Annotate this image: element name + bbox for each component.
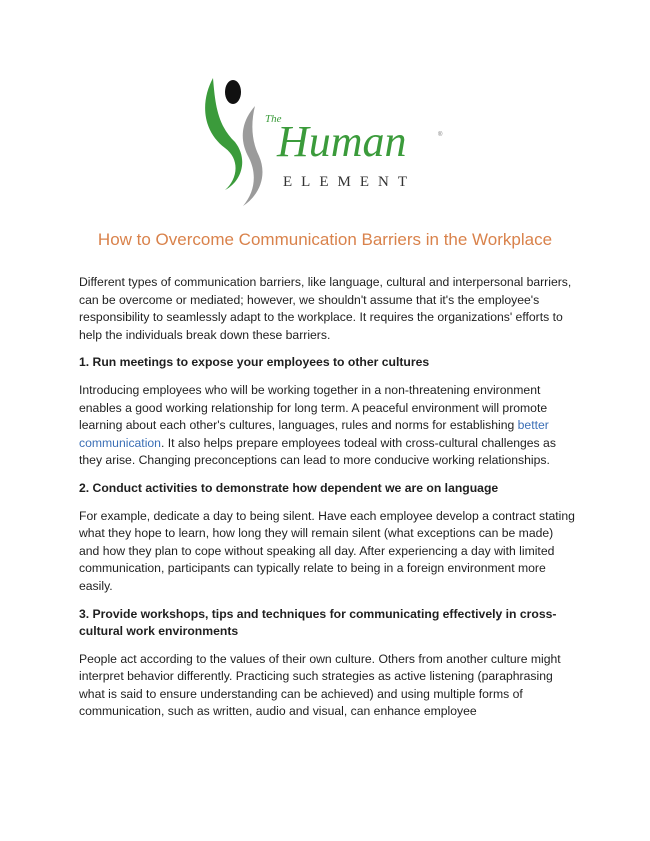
section-1-text-after: . It also helps prepare employees todeal with cross-cultural challenges as they arise. Changing preconceptions can lead to more conducive working relationships. (79, 435, 556, 468)
logo-human-text: Human (277, 117, 407, 166)
section-2-paragraph: For example, dedicate a day to being silent. Have each employee develop a contract stating what they hope to learn, how long they will remain silent (what exceptions can be made) and how they plan to cope without speaking all day. After experiencing a day with limited communication, participants can typically relate to being in a foreign environment more easily. (79, 508, 575, 593)
logo-the-text: The (265, 113, 282, 125)
section-3-paragraph: People act according to the values of their own culture. Others from another culture might interpret behavior differently. Practicing such strategies as active listening (paraphrasing what is said to ensure understanding can be achieved) and using multiple forms of communication, such as written, audio and visual, can enhance employee (79, 651, 561, 719)
section-1-paragraph (79, 382, 575, 470)
logo-gray-swoosh (243, 106, 263, 206)
better-communication-link[interactable]: better communication (79, 418, 549, 450)
document-title: How to Overcome Communication Barriers in the Workplace (97, 230, 553, 249)
section-3-heading: 3. Provide workshops, tips and techniques for communicating effectively in cross-cultural work environments (79, 606, 557, 639)
human-element-logo (195, 70, 455, 210)
svg-text:®: ® (438, 132, 443, 138)
intro-paragraph: Different types of communication barriers, like language, cultural and interpersonal barriers, can be overcome or mediated; however, we shouldn't assume that it's the employee's responsibility to seamlessly adapt to the workplace. It requires the organizations' efforts to help the individuals break down these barriers. (79, 275, 572, 342)
section-1-text-before: Introducing employees who will be working together in a non-threatening environment enables a good working relationship for long term. A peaceful environment will promote learning about each other's cultures, languages, rules and norms for establishing (79, 382, 548, 433)
logo-element-text: ELEMENT (283, 174, 416, 190)
document-body (79, 274, 575, 731)
logo-figure-head (225, 80, 241, 104)
section-2-heading: 2. Conduct activities to demonstrate how dependent we are on language (79, 480, 499, 495)
section-1-heading: 1. Run meetings to expose your employees to other cultures (79, 355, 430, 370)
logo-graphic (195, 70, 455, 210)
